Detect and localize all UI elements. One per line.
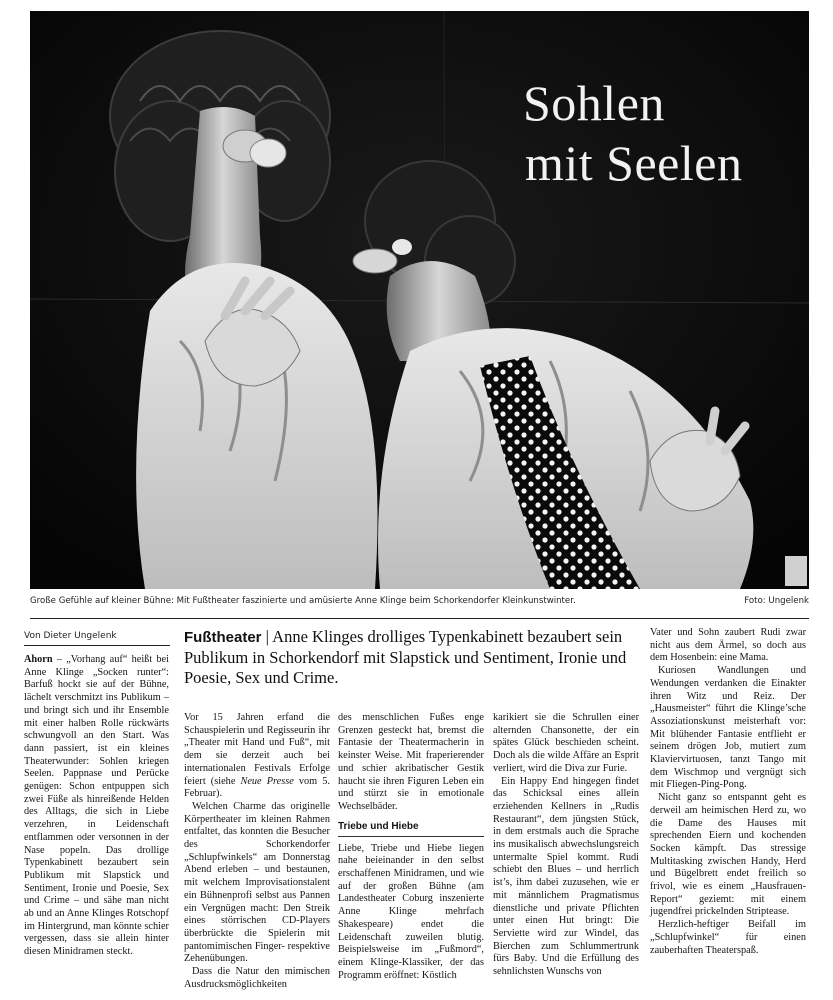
paragraph: Nicht ganz so entspannt geht es derweil am heimischen Herd zu, wo die Dame des Hauses mit sprechenden Eiern und kochenden Socken kämpft. Das stressige Multitasking zwischen Handy, Herd und Bügelbrett endet freilich so frivol, wie es einem „Hausfrauen-Report“ geziemt: mit einem jugendfrei prickelnden Striptease.	[650, 792, 806, 918]
paragraph: Liebe, Triebe und Hiebe liegen nahe beieinander in den selbst erschaffenen Minidramen, und wie auf der großen Bühne (am Landestheater Coburg inszenierte Anne Klinge mehrfach Shakespeare) endet die Leidenschaft zuweilen blutig. Beispielsweise im „Fußmord“, einem Klinge-Klassiker, der das Programm eröffnet: Köstlich	[338, 842, 484, 981]
article-column-1	[24, 654, 169, 959]
paragraph-text: vom 5. Februar).	[184, 775, 330, 800]
photo-credit: Foto: Ungelenk	[744, 596, 809, 606]
paragraph: Dass die Natur den mimischen Ausdrucksmöglichkeiten	[184, 966, 330, 990]
caption-text: Große Gefühle auf kleiner Bühne: Mit Fußtheater faszinierte und amüsierte Anne Klinge beim Schorkendorfer Kleinkunstwinter.	[30, 596, 576, 606]
byline-underline	[24, 645, 170, 646]
headline-line-2: mit Seelen	[525, 135, 743, 191]
photo-caption	[30, 596, 809, 610]
article-deck	[184, 627, 644, 688]
paragraph: Kuriosen Wandlungen und Wendungen verdanken die Einakter ihren Witz und Reiz. Der „Hausmeister“ führt die Klinge’sche Assoziationskunst meisterhaft vor: Mit blühender Fantasie entflieht er seinem drögen Job, mutiert zum Klaviervirtuosen, tanzt Tango mit dem Wischmop und vergnügt sich mit Fliegen-Ping-Pong.	[650, 665, 806, 791]
article-column-5	[650, 627, 806, 957]
article-column-4	[493, 712, 639, 979]
dateline: Ahorn	[24, 654, 53, 665]
paragraph-text: Vor 15 Jahren erfand die Schauspielerin und Regisseurin ihr „Theater mit Hand und Fuß“, mit dem sie derzeit auch bei internationalen Festivals Erfolge feiert (siehe	[184, 712, 330, 787]
paragraph: karikiert sie die Schrullen einer alternden Chansonette, der ein spätes Glück beschieden scheint. Doch als die wilde Affäre an Esprit verliert, wird die Diva zur Furie.	[493, 712, 639, 774]
paragraph: Vater und Sohn zaubert Rudi zwar nicht aus dem Ärmel, so doch aus dem Hosenbein: eine Mama.	[650, 627, 806, 664]
headline	[523, 73, 809, 193]
article-column-2	[184, 712, 330, 991]
headline-line-1: Sohlen	[523, 75, 665, 131]
feature-photo	[30, 11, 809, 589]
paragraph: des menschlichen Fußes enge Grenzen gesteckt hat, bremst die Fantasie der Theatermacherin in keinster Weise. Mit fraperierender und schier akribatischer Gestik haucht sie ihren Figuren Leben ein und stürzt sie in emotionale Wechselbäder.	[338, 712, 484, 812]
deck-text: Anne Klinges drolliges Typenkabinett bezaubert sein Publikum in Schorkendorf mit Slapstick und Sentiment, Ironie und Poesie, Sex und Crime.	[184, 627, 627, 687]
paragraph: Welchen Charme das originelle Körpertheater im kleinen Rahmen entfaltet, das konnten die Besucher des Schorkendorfer „Schlupfwinkels“ am Donnerstag Abend erleben – und bestaunen, mit welchem Improvisationstalent ein Bühnenprofi selbst aus Pannen ein Vergnügen macht: Den Streik eines störrischen CD-Players überbrückte die Spielerin mit pantomimischen Finger- respektive Zehenübungen.	[184, 800, 330, 965]
paragraph: Herzlich-heftiger Beifall im „Schlupfwinkel“ für einen zauberhaften Theaterspaß.	[650, 919, 806, 956]
deck-separator: |	[261, 627, 273, 646]
paragraph-emphasis: Neue Presse	[240, 775, 294, 787]
subheading: Triebe und Hiebe	[338, 820, 484, 837]
lead-paragraph	[24, 654, 169, 959]
article-column-3	[338, 712, 484, 982]
divider-top	[30, 618, 809, 619]
lead-text: – „Vorhang auf“ heißt bei Anne Klinge „Socken runter“: Barfuß hockt sie auf der Bühne, lächelt verschmitzt ins Publikum – und bringt sich und ihr Ensemble mit einer halben Rolle rückwärts schwungvoll an den Start. Was dann passiert, ist ein kleines Theaterwunder: Sohlen kriegen Seelen. Pappnase und Perücke genügen: Schon entpuppen sich zwei Füße als hinreißende Helden des Alltags, die sich in Liebe verzehren, in Leidenschaft entflammen oder versonnen in der Nase popeln. Das drollige Typenkabinett bezaubert sein Publikum mit Slapstick und Sentiment, Ironie und Poesie, Sex und Crime – und sähe man nicht ab und an Anne Klinges Rotschopf im Hintergrund, man könnte schier vergessen, dass sie allein hinter diesen Minidramen steckt.	[24, 654, 169, 958]
paragraph: Ein Happy End hingegen findet das Schicksal eines allein erziehenden Kellners in „Rudis Restaurant“, dem jüngsten Stück, in dem erstmals auch die Sprache ins musikalisch abwechslungsreich untermalte Spiel kommt. Rudi schiebt den Blues – und herrlich ist’s, ihm dabei zuzusehen, wie er mit männlichem Pragmatismus dienstliche und private Pflichten unter einen Hut bringt: Die Serviette wird zur Windel, das Bierchen zum Schlummertrunk fürs Baby. Und die Erfüllung des sehnlichsten Wunschs von	[493, 775, 639, 978]
paragraph	[184, 712, 330, 801]
byline: Von Dieter Ungelenk	[24, 631, 117, 641]
section-label: Fußtheater	[184, 629, 262, 646]
